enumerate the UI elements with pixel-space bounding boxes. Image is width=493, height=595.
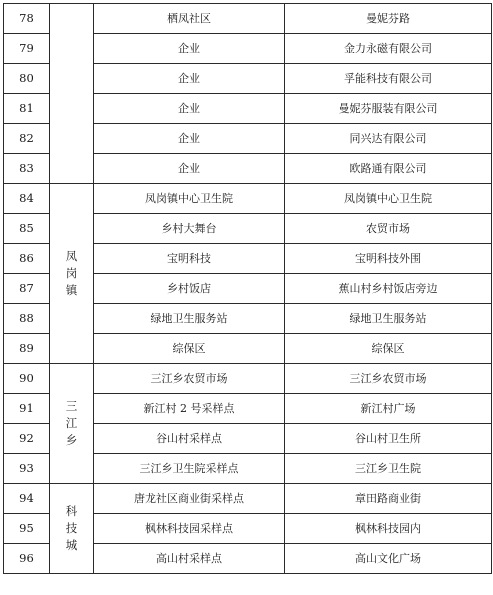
site-location: 孚能科技有限公司: [285, 64, 492, 94]
row-number: 86: [4, 244, 50, 274]
sampling-site: 企业: [94, 34, 285, 64]
sampling-site: 综保区: [94, 334, 285, 364]
sampling-site: 乡村饭店: [94, 274, 285, 304]
row-number: 84: [4, 184, 50, 214]
sampling-site: 三江乡农贸市场: [94, 364, 285, 394]
site-location: 曼妮芬路: [285, 4, 492, 34]
sampling-site: 宝明科技: [94, 244, 285, 274]
sampling-site-table: [3, 3, 492, 574]
town-name: 科技城: [65, 504, 78, 552]
town-name: 三江乡: [65, 399, 78, 447]
sampling-site: 新江村 2 号采样点: [94, 394, 285, 424]
row-number: 90: [4, 364, 50, 394]
row-number: 96: [4, 544, 50, 574]
row-number: 79: [4, 34, 50, 64]
row-number: 92: [4, 424, 50, 454]
row-number: 78: [4, 4, 50, 34]
table-row: [4, 484, 492, 514]
site-location: 欧路通有限公司: [285, 154, 492, 184]
row-number: 82: [4, 124, 50, 154]
sampling-site: 企业: [94, 124, 285, 154]
site-location: 农贸市场: [285, 214, 492, 244]
row-number: 87: [4, 274, 50, 304]
town-group-cell: [50, 484, 94, 574]
row-number: 85: [4, 214, 50, 244]
site-location: 金力永磁有限公司: [285, 34, 492, 64]
site-location: 谷山村卫生所: [285, 424, 492, 454]
row-number: 83: [4, 154, 50, 184]
row-number: 95: [4, 514, 50, 544]
row-number: 80: [4, 64, 50, 94]
table-row: [4, 184, 492, 214]
site-location: 枫林科技园内: [285, 514, 492, 544]
row-number: 88: [4, 304, 50, 334]
sampling-site: 唐龙社区商业街采样点: [94, 484, 285, 514]
site-location: 曼妮芬服装有限公司: [285, 94, 492, 124]
row-number: 89: [4, 334, 50, 364]
row-number: 81: [4, 94, 50, 124]
site-location: 绿地卫生服务站: [285, 304, 492, 334]
site-location: 三江乡农贸市场: [285, 364, 492, 394]
row-number: 94: [4, 484, 50, 514]
sampling-site: 谷山村采样点: [94, 424, 285, 454]
sampling-site: 三江乡卫生院采样点: [94, 454, 285, 484]
sampling-site: 绿地卫生服务站: [94, 304, 285, 334]
site-location: 三江乡卫生院: [285, 454, 492, 484]
site-location: 高山文化广场: [285, 544, 492, 574]
site-location: 章田路商业街: [285, 484, 492, 514]
table-row: [4, 4, 492, 34]
sampling-site: 企业: [94, 64, 285, 94]
row-number: 93: [4, 454, 50, 484]
sampling-site: 企业: [94, 154, 285, 184]
site-location: 宝明科技外围: [285, 244, 492, 274]
sampling-site: 高山村采样点: [94, 544, 285, 574]
site-location: 新江村广场: [285, 394, 492, 424]
row-number: 91: [4, 394, 50, 424]
sampling-site: 乡村大舞台: [94, 214, 285, 244]
site-location: 同兴达有限公司: [285, 124, 492, 154]
town-group-cell: [50, 4, 94, 184]
sampling-site: 枫林科技园采样点: [94, 514, 285, 544]
town-group-cell: [50, 364, 94, 484]
site-location: 蕉山村乡村饭店旁边: [285, 274, 492, 304]
town-name: 凤岗镇: [65, 249, 78, 297]
table-body: [4, 4, 492, 574]
table-row: [4, 364, 492, 394]
sampling-site: 企业: [94, 94, 285, 124]
sampling-site: 凤岗镇中心卫生院: [94, 184, 285, 214]
sampling-site: 栖凤社区: [94, 4, 285, 34]
town-group-cell: [50, 184, 94, 364]
site-location: 凤岗镇中心卫生院: [285, 184, 492, 214]
site-location: 综保区: [285, 334, 492, 364]
